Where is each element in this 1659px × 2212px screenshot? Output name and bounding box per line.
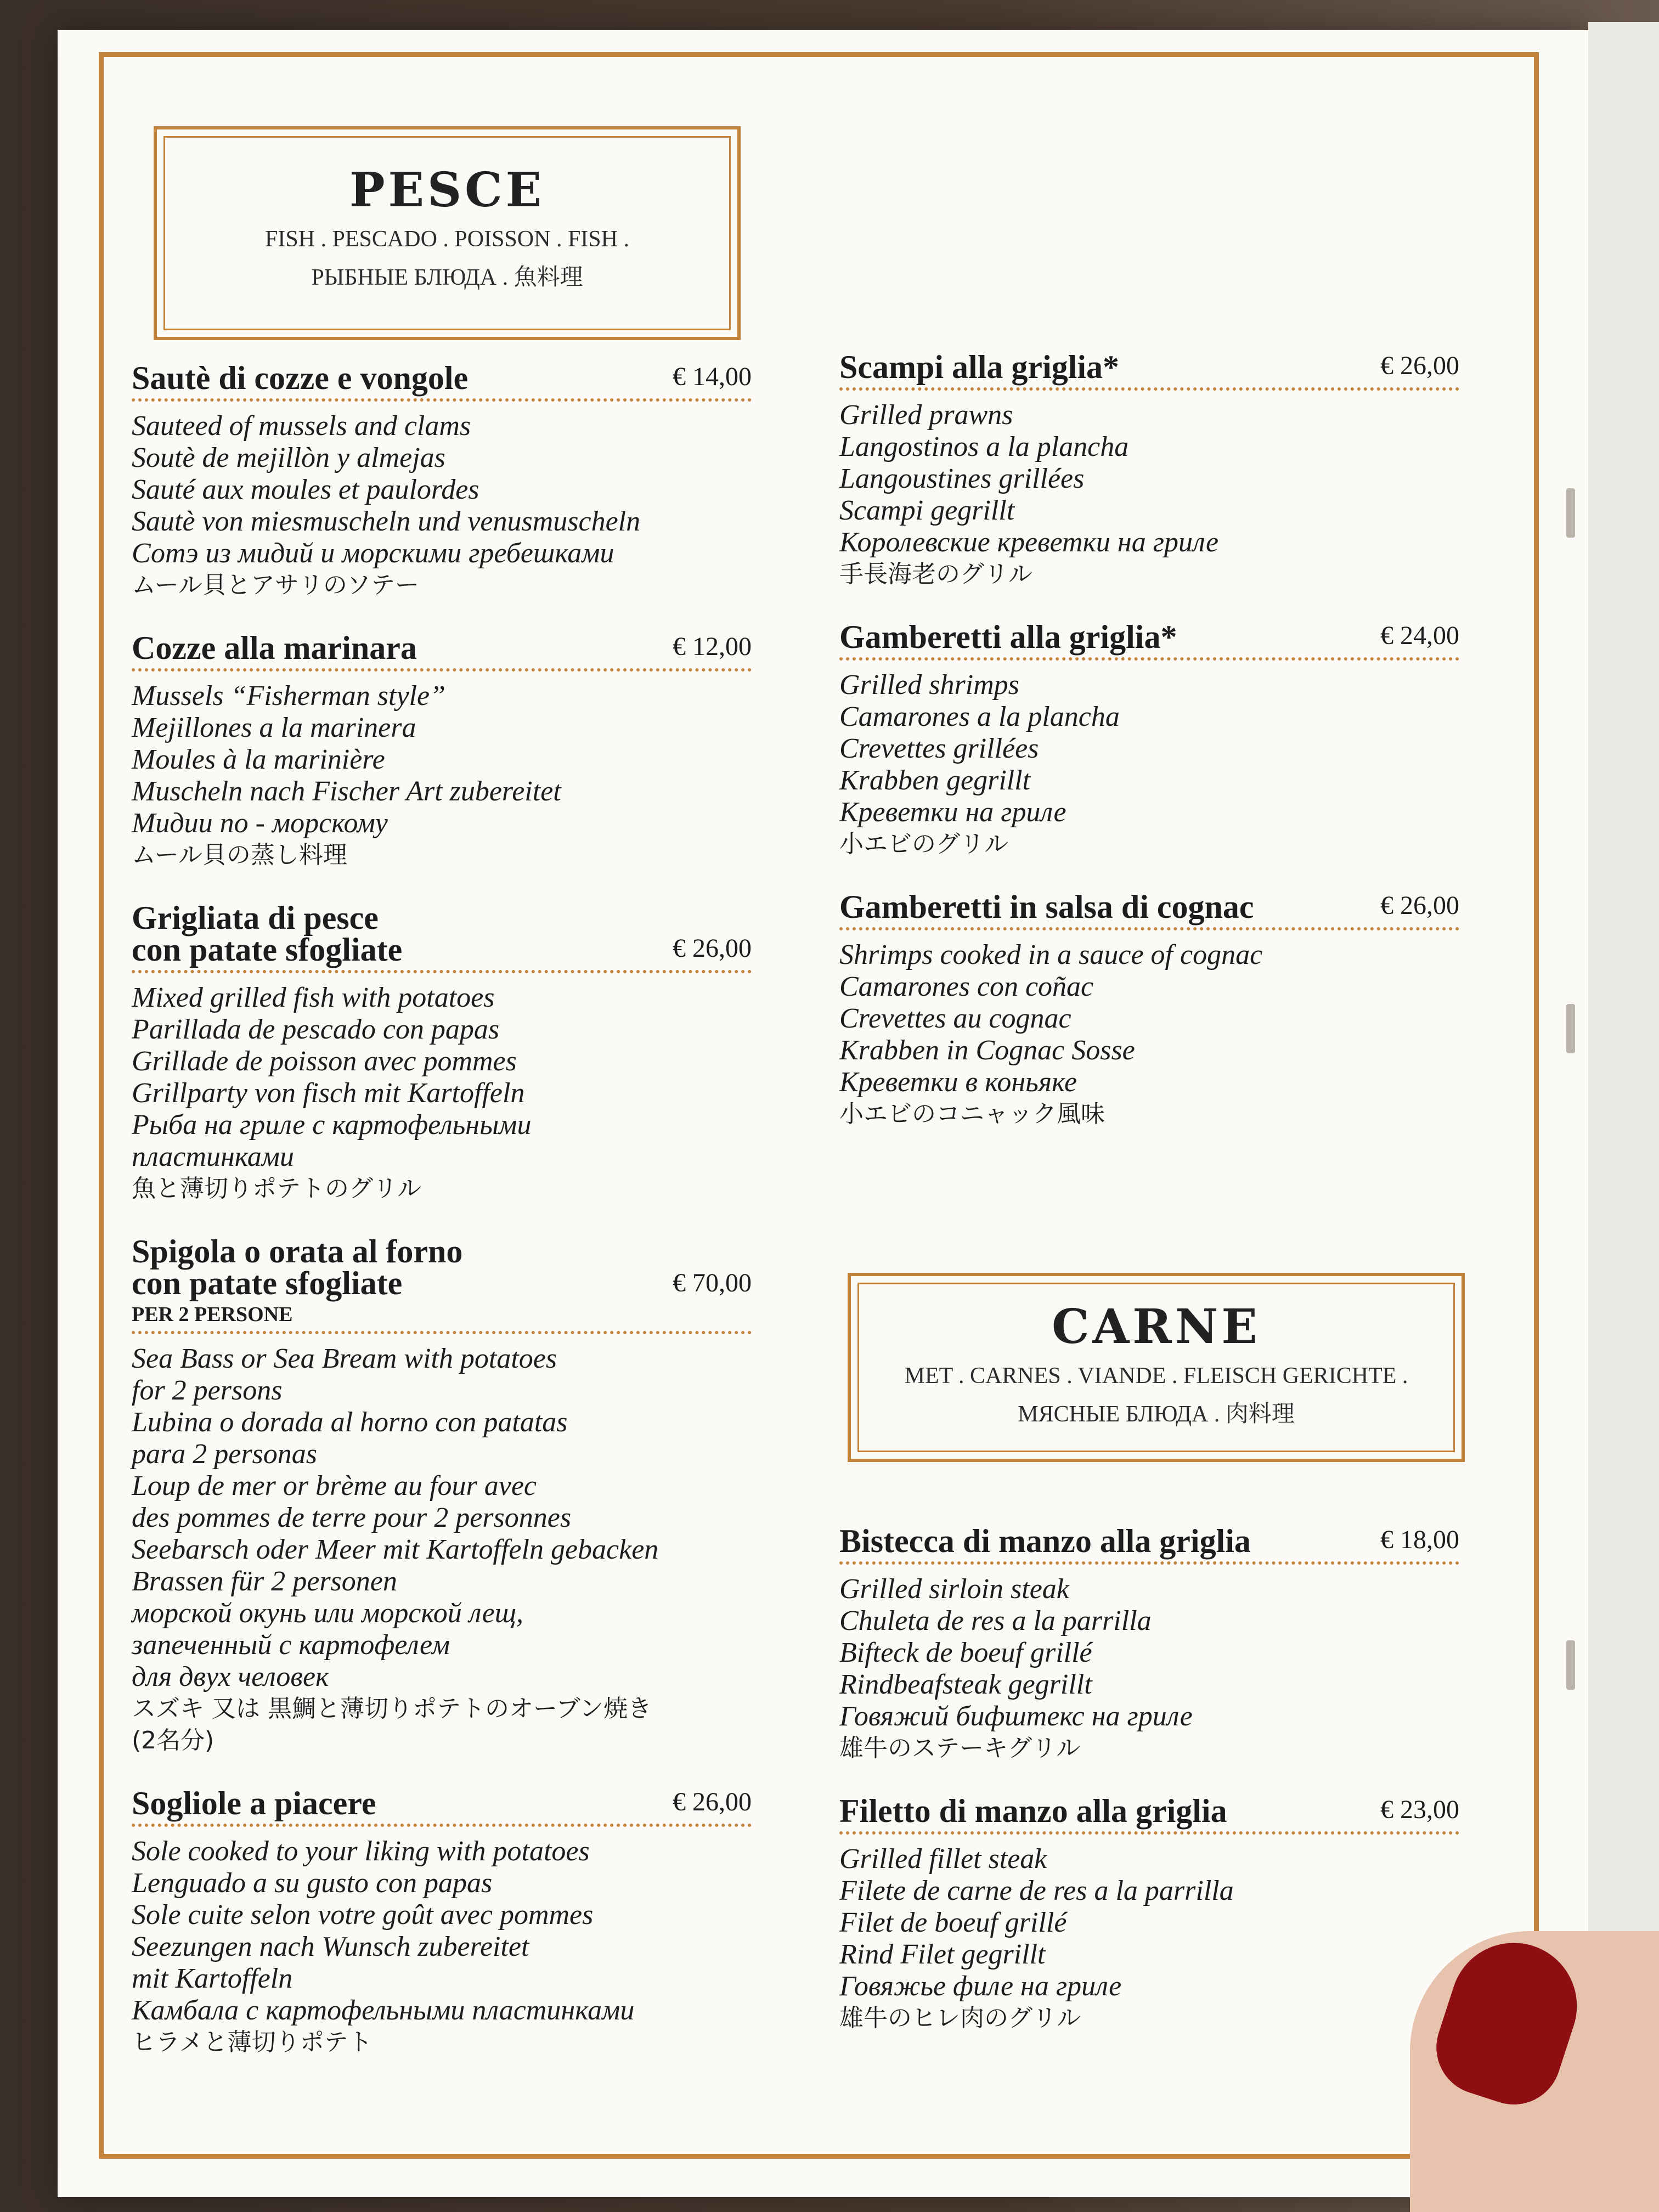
translation: Рыба на гриле с картофельными: [132, 1109, 532, 1141]
binding-staple: [1566, 1640, 1575, 1690]
dish-name: Sautè di cozze e vongole: [132, 360, 469, 396]
translation: Креветки в коньяке: [839, 1066, 1077, 1098]
translation: Камбала с картофельными пластинками: [132, 1995, 635, 2026]
translation: Говяжий бифштекс на гриле: [839, 1701, 1193, 1732]
translation: Сотэ из мидий и морскими гребешками: [132, 538, 614, 569]
dish-price: € 24,00: [1380, 621, 1459, 650]
dish-name: Scampi alla griglia*: [839, 349, 1119, 385]
section-subtitle: РЫБНЫЕ БЛЮДА . 魚料理: [311, 265, 583, 290]
translation: Grilled prawns: [839, 399, 1013, 431]
section-subtitle: МЯСНЫЕ БЛЮДА . 肉料理: [1018, 1402, 1295, 1427]
translation: Seezungen nach Wunsch zubereitet: [132, 1931, 529, 1962]
dish-translations: [839, 939, 1459, 1130]
dish-price: € 23,00: [1380, 1795, 1459, 1824]
translation: 小エビのグリル: [839, 830, 1008, 858]
dish-header: [132, 362, 752, 402]
dish-price: € 70,00: [673, 1268, 752, 1297]
section-header-carne: [848, 1273, 1465, 1462]
dish-item: [132, 1787, 752, 2058]
section-subtitle: MET . CARNES . VIANDE . FLEISCH GERICHTE .: [904, 1363, 1408, 1389]
dish-translations: [839, 1573, 1459, 1764]
translation: 小エビのコニャック風味: [839, 1100, 1105, 1128]
translation: 魚と薄切りポテトのグリル: [132, 1175, 421, 1203]
translation: 雄牛のステーキグリル: [839, 1734, 1081, 1762]
dish-item: [132, 902, 752, 1205]
translation: Camarones a la plancha: [839, 701, 1120, 732]
dish-name: Filetto di manzo alla griglia: [839, 1793, 1227, 1829]
dish-name: Spigola o orata al forno: [132, 1233, 463, 1269]
translation: Filete de carne de res a la parrilla: [839, 1875, 1234, 1906]
translation: Королевские креветки на гриле: [839, 527, 1219, 558]
translation: Sauteed of mussels and clams: [132, 410, 471, 442]
dish-header: [839, 351, 1459, 391]
translation: Shrimps cooked in a sauce of cognac: [839, 939, 1263, 970]
dish-header: [839, 621, 1459, 661]
translation: des pommes de terre pour 2 personnes: [132, 1502, 572, 1533]
dish-header: [839, 1795, 1459, 1835]
dish-name: Gamberetti in salsa di cognac: [839, 889, 1254, 925]
dish-translations: [132, 982, 752, 1205]
dish-name: Grigliata di pesce: [132, 900, 379, 936]
translation: スズキ 又は 黒鯛と薄切りポテトのオーブン焼き: [132, 1695, 652, 1723]
dish-price: € 12,00: [673, 632, 752, 661]
dish-price: € 14,00: [673, 362, 752, 391]
translation: запеченный с картофелем: [132, 1629, 450, 1661]
dish-translations: [132, 410, 752, 601]
pesce-right-column: [839, 351, 1459, 1161]
translation: Sauté aux moules et paulordes: [132, 474, 479, 505]
translation: Crevettes au cognac: [839, 1003, 1071, 1034]
dish-translations: [132, 1836, 752, 2058]
translation: Camarones con coñac: [839, 971, 1094, 1002]
translation: Krabben gegrillt: [839, 765, 1031, 796]
dish-translations: [132, 1343, 752, 1757]
translation: para 2 personas: [132, 1438, 318, 1470]
translation: пластинками: [132, 1141, 294, 1172]
translation: Seebarsch oder Meer mit Kartoffeln gebacken: [132, 1534, 659, 1565]
section-title: CARNE: [1052, 1299, 1261, 1355]
dish-header: [132, 632, 752, 672]
translation: Grilled shrimps: [839, 669, 1019, 701]
dish-item: [132, 1235, 752, 1757]
translation: Krabben in Cognac Sosse: [839, 1035, 1135, 1066]
section-header-pesce: [154, 126, 741, 340]
dish-item: [839, 891, 1459, 1130]
translation: Lubina o dorada al horno con patatas: [132, 1407, 568, 1438]
translation: Scampi gegrillt: [839, 495, 1015, 526]
translation: 手長海老のグリル: [839, 560, 1032, 588]
dish-price: € 26,00: [673, 934, 752, 963]
dish-header: [132, 1787, 752, 1827]
dish-name: Gamberetti alla griglia*: [839, 619, 1177, 655]
dish-name: Sogliole a piacere: [132, 1785, 376, 1821]
translation: Mejillones a la marinera: [132, 712, 416, 743]
translation: Grillade de poisson avec pommes: [132, 1046, 517, 1077]
translation: Mussels “Fisherman style”: [132, 680, 445, 712]
translation: (2名分): [132, 1726, 215, 1754]
dish-translations: [839, 669, 1459, 860]
dish-item: [839, 621, 1459, 860]
translation: Langoustines grillées: [839, 463, 1085, 494]
dish-item: [132, 362, 752, 601]
dish-header: [839, 891, 1459, 930]
dish-item: [839, 1525, 1459, 1764]
dish-item: [839, 1795, 1459, 2034]
dish-translations: [132, 680, 752, 871]
translation: for 2 persons: [132, 1375, 283, 1406]
translation: Parillada de pescado con papas: [132, 1014, 500, 1045]
carne-column: [839, 1525, 1459, 2065]
translation: Sea Bass or Sea Bream with potatoes: [132, 1343, 557, 1374]
translation: mit Kartoffeln: [132, 1963, 293, 1994]
translation: для двух человек: [132, 1661, 329, 1692]
binding-staple: [1566, 1004, 1575, 1053]
translation: Chuleta de res a la parrilla: [839, 1605, 1152, 1637]
translation: ムール貝の蒸し料理: [132, 841, 347, 869]
dish-name: Bistecca di manzo alla griglia: [839, 1523, 1251, 1559]
translation: Langostinos a la plancha: [839, 431, 1129, 462]
translation: Креветки на гриле: [839, 797, 1066, 828]
dish-translations: [839, 1843, 1459, 2034]
translation: Soutè de mejillòn y almejas: [132, 442, 445, 473]
dish-price: € 26,00: [1380, 351, 1459, 380]
translation: Sole cooked to your liking with potatoes: [132, 1836, 590, 1867]
translation: Filet de boeuf grillé: [839, 1907, 1067, 1938]
translation: Говяжье филе на гриле: [839, 1971, 1122, 2002]
translation: Brassen für 2 personen: [132, 1566, 397, 1597]
translation: Mixed grilled fish with potatoes: [132, 982, 495, 1013]
translation: Lenguado a su gusto con papas: [132, 1867, 493, 1899]
dish-name: Cozze alla marinara: [132, 630, 417, 666]
dish-price: € 26,00: [1380, 891, 1459, 920]
dish-price: € 18,00: [1380, 1525, 1459, 1554]
dish-item: [132, 632, 752, 871]
dish-header: [839, 1525, 1459, 1565]
translation: Sole cuite selon votre goût avec pommes: [132, 1899, 594, 1931]
translation: Grilled fillet steak: [839, 1843, 1047, 1875]
translation: Rind Filet gegrillt: [839, 1939, 1046, 1970]
translation: Grillparty von fisch mit Kartoffeln: [132, 1077, 525, 1109]
translation: ムール貝とアサリのソテー: [132, 571, 420, 599]
dish-name-line2: con patate sfogliate: [132, 932, 403, 968]
translation: Muscheln nach Fischer Art zubereitet: [132, 776, 561, 807]
translation: Crevettes grillées: [839, 733, 1039, 764]
dish-translations: [839, 399, 1459, 590]
dish-note: PER 2 PERSONE: [132, 1303, 293, 1326]
section-title: PESCE: [349, 162, 545, 218]
translation: Мидии по - морскому: [132, 808, 388, 839]
translation: 雄牛のヒレ肉のグリル: [839, 2004, 1081, 2032]
dish-header: [132, 1235, 752, 1334]
binding-staple: [1566, 488, 1575, 538]
translation: Grilled sirloin steak: [839, 1573, 1069, 1605]
translation: Bifteck de boeuf grillé: [839, 1637, 1092, 1668]
translation: морской окунь или морской лещ,: [132, 1598, 524, 1629]
dish-price: € 26,00: [673, 1787, 752, 1816]
translation: Rindbeafsteak gegrillt: [839, 1669, 1092, 1700]
dish-header: [132, 902, 752, 973]
section-subtitle: FISH . PESCADO . POISSON . FISH .: [264, 227, 629, 252]
next-page-edge: [1588, 22, 1659, 2212]
translation: ヒラメと薄切りポテト: [132, 2028, 373, 2056]
translation: Sautè von miesmuscheln und venusmuscheln: [132, 506, 641, 537]
translation: Moules à la marinière: [132, 744, 385, 775]
translation: Loup de mer or brème au four avec: [132, 1470, 537, 1502]
dish-name-line2: con patate sfogliate: [132, 1265, 403, 1301]
dish-item: [839, 351, 1459, 590]
pesce-left-column: [132, 362, 752, 2089]
